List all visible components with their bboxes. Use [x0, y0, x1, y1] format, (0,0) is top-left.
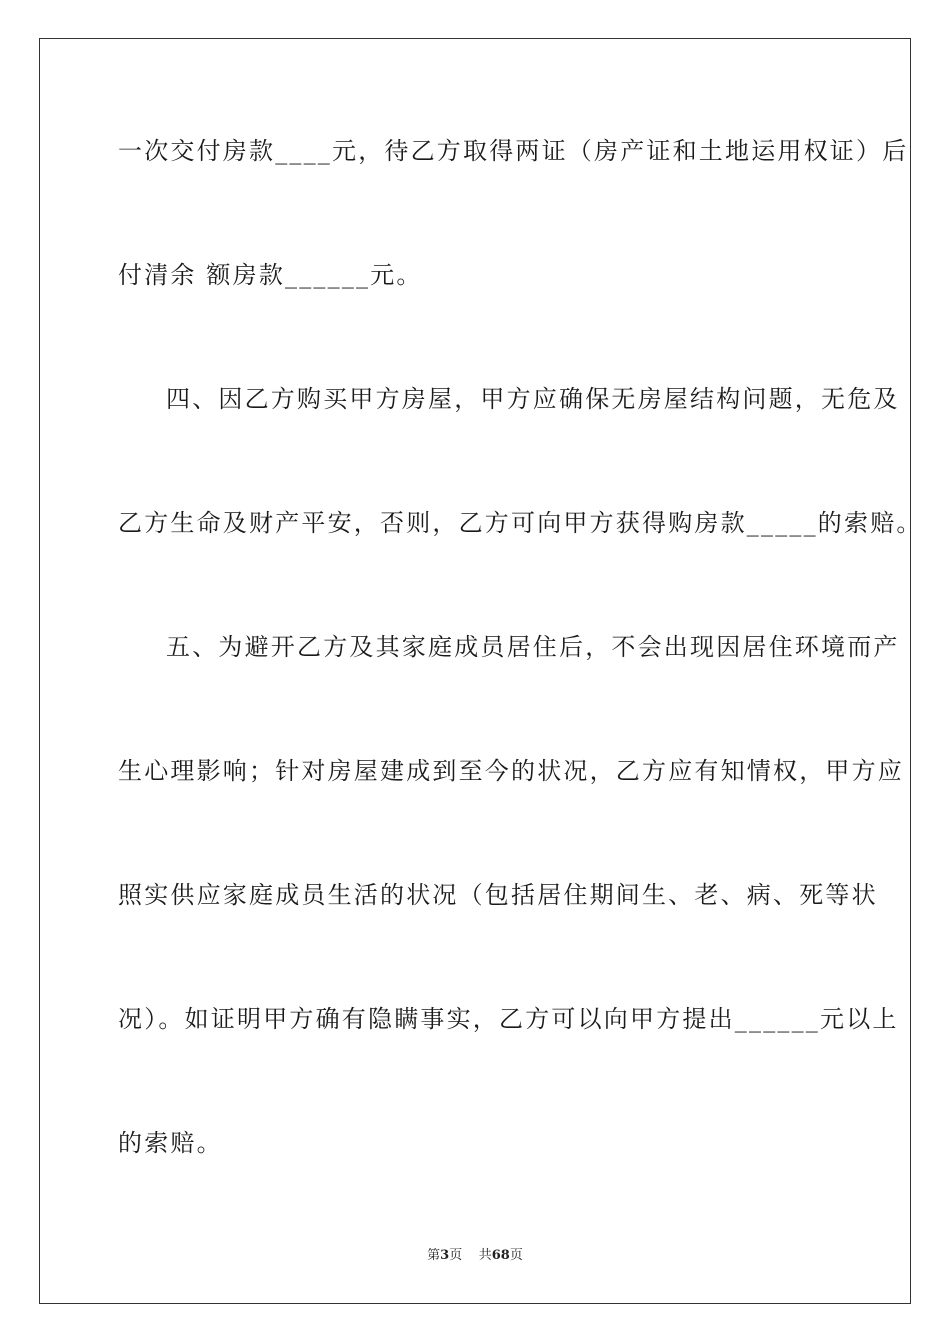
- page-border: [39, 38, 923, 1304]
- text-line-8: 况）。如证明甲方确有隐瞒事实，乙方可以向甲方提出______元以上: [118, 1005, 899, 1033]
- total-suffix: 页: [509, 1248, 523, 1263]
- total-pages: 68: [491, 1248, 510, 1263]
- text-line-2: 付清余 额房款______元。: [118, 261, 423, 289]
- total-prefix: 共: [478, 1248, 492, 1263]
- text-line-9: 的索赔。: [118, 1129, 223, 1157]
- text-line-1: 一次交付房款____元，待乙方取得两证（房产证和土地运用权证）后: [118, 137, 909, 165]
- page-footer: [0, 1247, 950, 1265]
- text-line-5: 五、为避开乙方及其家庭成员居住后，不会出现因居住环境而产: [166, 633, 900, 661]
- page-suffix: 页: [449, 1248, 463, 1263]
- page-prefix: 第: [427, 1248, 441, 1263]
- text-line-7: 照实供应家庭成员生活的状况（包括居住期间生、老、病、死等状: [118, 881, 878, 909]
- text-line-3: 四、因乙方购买甲方房屋，甲方应确保无房屋结构问题，无危及: [166, 385, 900, 413]
- page-number: 3: [440, 1248, 450, 1263]
- text-line-6: 生心理影响；针对房屋建成到至今的状况，乙方应有知情权，甲方应: [118, 757, 904, 785]
- text-line-4: 乙方生命及财产平安，否则，乙方可向甲方获得购房款_____的索赔。: [118, 509, 923, 537]
